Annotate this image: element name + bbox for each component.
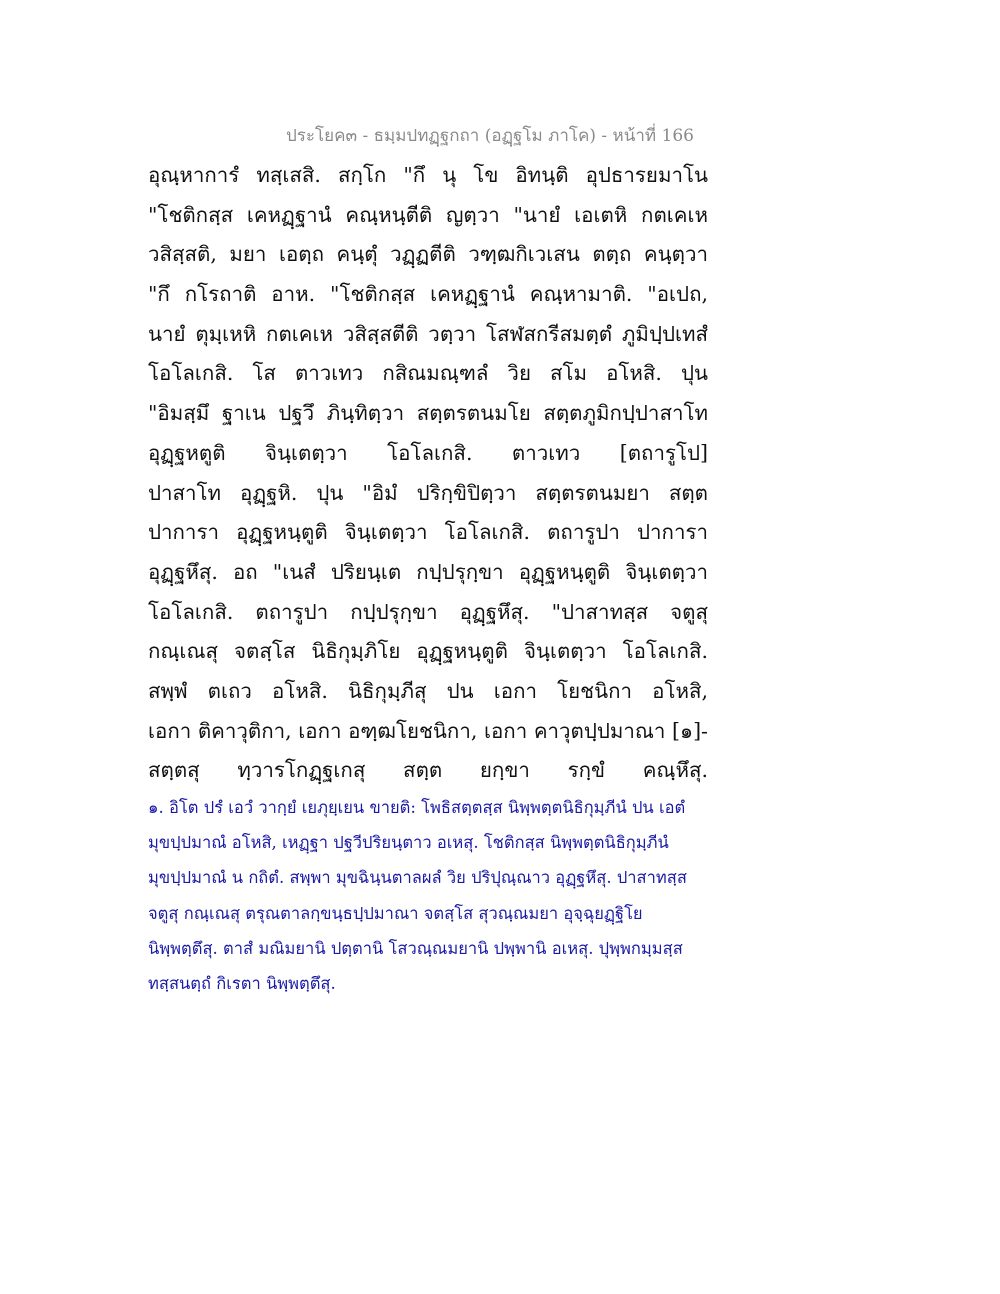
footnote-line: มุขปฺปมาณํ น กถิตํ. สพฺพา มุขฉินฺนตาลผลํ วิย ปริปุณฺณาว อุฏฺฐหึสุ. ปาสาทสฺส bbox=[148, 868, 687, 888]
footnote-line: จตูสุ กณฺเณสุ ตรุณตาลกฺขนฺธปฺปมาณา จตสฺโส สุวณฺณมยา อุจฺฉุยฏฺฐิโย bbox=[148, 903, 643, 923]
body-line: วสิสฺสติ, มยา เอตฺถ คนฺตุํ วฏฺฏตีติ วฑฺฒกิเวเสน ตตฺถ คนฺตฺวา bbox=[148, 242, 708, 267]
body-line: สตฺตสุ ทฺวารโกฏฺฐเกสุ สตฺต ยกฺขา รกฺขํ คณฺหึสุ. bbox=[148, 758, 708, 783]
body-line: กณฺเณสุ จตสฺโส นิธิกุมฺภิโย อุฏฺฐหนฺตูติ จินฺเตตฺวา โอโลเกสิ. bbox=[148, 639, 708, 664]
body-line: "อิมสฺมึ ฐาเน ปฐวึ ภินฺทิตฺวา สตฺตรตนมโย สตฺตภูมิกปฺปาสาโท bbox=[148, 401, 708, 426]
footnote bbox=[148, 790, 708, 1001]
body-text bbox=[148, 156, 708, 791]
footnote-line: มุขปฺปมาณํ อโหสิ, เหฏฺฐา ปฐวีปริยนฺตาว อเหสุ. โชติกสฺส นิพฺพตฺตนิธิกุมฺภีนํ bbox=[148, 833, 669, 853]
body-line: ปาสาโท อุฏฺฐหิ. ปุน "อิมํ ปริกฺขิปิตฺวา สตฺตรตนมยา สตฺต bbox=[148, 480, 708, 505]
body-line: นายํ ตุมฺเหหิ กตเคเห วสิสฺสตีติ วตฺวา โสฬสกรีสมตฺตํ ภูมิปฺปเทสํ bbox=[148, 321, 708, 346]
body-line: เอกา ติคาวุติกา, เอกา อฑฺฒโยชนิกา, เอกา คาวุตปฺปมาณา [๑]- bbox=[148, 718, 708, 743]
body-line: อุฏฺฐหึสุ. อถ "เนสํ ปริยนฺเต กปฺปรุกฺขา อุฏฺฐหนฺตูติ จินฺเตตฺวา bbox=[148, 559, 708, 584]
footnote-line: นิพฺพตฺตึสุ. ตาสํ มณิมยานิ ปตฺตานิ โสวณฺณมยานิ ปพฺพานิ อเหสุ. ปุพฺพกมฺมสฺส bbox=[148, 938, 683, 958]
footnote-line: ทสฺสนตฺถํ กิเรตา นิพฺพตฺตึสุ. bbox=[148, 973, 336, 993]
body-line: อุณฺหาการํ ทสฺเสสิ. สกฺโก "กึ นุ โข อิทนฺติ อุปธารยมาโน bbox=[148, 163, 708, 187]
body-line: โอโลเกสิ. ตถารูปา กปฺปรุกฺขา อุฏฺฐหึสุ. "ปาสาทสฺส จตูสุ bbox=[148, 599, 708, 624]
footnote-line: ๑. อิโต ปรํ เอวํ วากฺยํ เยภุยฺเยน ขายติ: โพธิสตฺตสฺส นิพฺพตฺตนิธิกุมฺภีนํ ปน เอตํ bbox=[148, 798, 686, 817]
body-line: โอโลเกสิ. โส ตาวเทว กสิณมณฺฑลํ วิย สโม อโหสิ. ปุน bbox=[148, 361, 708, 386]
body-line: อุฏฺฐหตูติ จินฺเตตฺวา โอโลเกสิ. ตาวเทว [ตถารูโป] bbox=[148, 440, 708, 465]
body-line: ปาการา อุฏฺฐหนฺตูติ จินฺเตตฺวา โอโลเกสิ. ตถารูปา ปาการา bbox=[148, 520, 708, 545]
body-line: "โชติกสฺส เคหฏฺฐานํ คณฺหนฺตีติ ญตฺวา "นายํ เอเตหิ กตเคเห bbox=[148, 202, 708, 227]
body-line: "กึ กโรถาติ อาห. "โชติกสฺส เคหฏฺฐานํ คณฺหามาติ. "อเปถ, bbox=[148, 282, 708, 307]
page-header: ประโยค๓ - ธมฺมปทฏฺฐกถา (อฏฺฐโม ภาโค) - หน้าที่ 166 bbox=[285, 126, 694, 146]
body-line: สพฺพํ ตเถว อโหสิ. นิธิกุมฺภีสุ ปน เอกา โยชนิกา อโหสิ, bbox=[148, 678, 708, 703]
